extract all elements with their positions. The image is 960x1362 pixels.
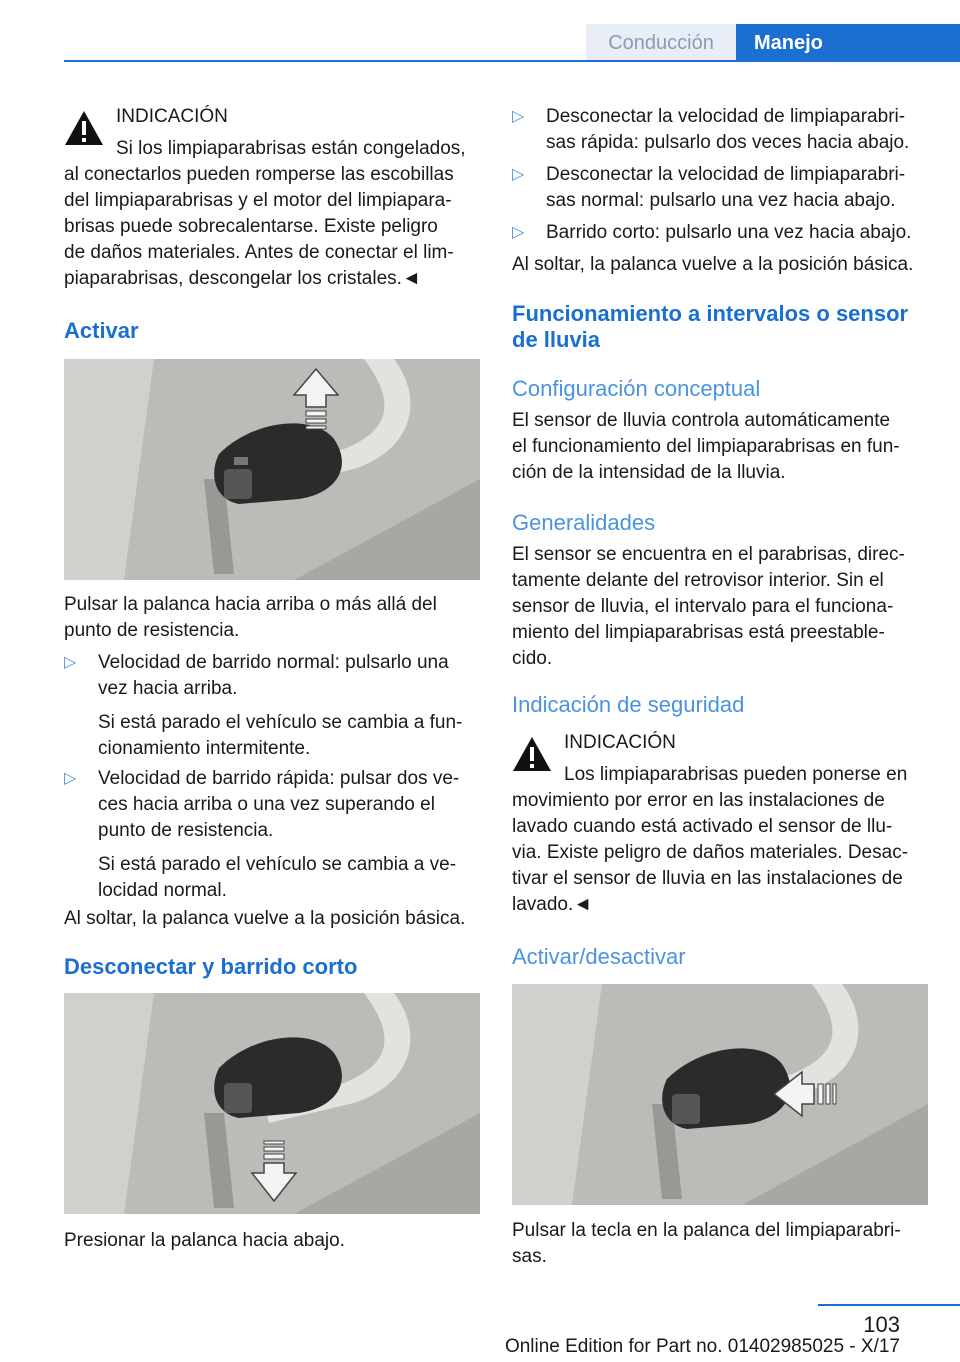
release-text: Al soltar, la palanca vuelve a la posición básica.: [512, 254, 914, 275]
warning-triangle-icon: [512, 736, 552, 772]
list-item-line: Desconectar la velocidad de limpiaparabri‐: [546, 106, 906, 127]
heading-seguridad: Indicación de seguridad: [512, 692, 745, 717]
list-item-line: vez hacia arriba.: [98, 678, 238, 699]
warning-line: tivar el sensor de lluvia en las instalaciones de: [512, 868, 903, 889]
config-text: El sensor de lluvia controla automáticamente: [512, 410, 891, 431]
header-section-tab: Conducción: [586, 24, 736, 62]
warning-title: INDICACIÓN: [564, 732, 676, 753]
bullet-icon: ▷: [64, 654, 77, 671]
bullet-icon: ▷: [512, 224, 525, 241]
list-item-line: ces hacia arriba o una vez superando el: [98, 794, 435, 815]
footer-rule: [818, 1304, 960, 1306]
list-item-subtext: locidad normal.: [98, 880, 227, 901]
heading-configuracion: Configuración conceptual: [512, 376, 761, 401]
bullet-icon: ▷: [512, 166, 525, 183]
list-item-subtext: cionamiento intermitente.: [98, 738, 311, 759]
lever-up-illustration: [64, 359, 480, 580]
activar-text: punto de resistencia.: [64, 620, 240, 641]
warning-line: al conectarlos pueden romperse las escobillas: [64, 164, 454, 185]
list-item-line: punto de resistencia.: [98, 820, 274, 841]
list-item: [64, 766, 480, 846]
list-item-line: sas rápida: pulsarlo dos veces hacia abajo.: [546, 132, 910, 153]
bullet-icon: ▷: [64, 770, 77, 787]
list-item-line: Desconectar la velocidad de limpiaparabri‐: [546, 164, 906, 185]
general-text: cido.: [512, 648, 553, 669]
general-text: tamente delante del retrovisor interior. Sin el: [512, 570, 884, 591]
act-des-text: sas.: [512, 1246, 547, 1267]
figure-lever-down: [64, 993, 480, 1214]
heading-generalidades: Generalidades: [512, 510, 656, 535]
general-text: El sensor se encuentra en el parabrisas, direc‐: [512, 544, 905, 565]
heading-activar: Activar: [64, 318, 139, 343]
heading-desconectar: Desconectar y barrido corto: [64, 954, 358, 979]
config-text: ción de la intensidad de la lluvia.: [512, 462, 786, 483]
figure-lever-button: [512, 984, 928, 1205]
config-text: el funcionamiento del limpiaparabrisas en fun‐: [512, 436, 900, 457]
desconectar-text: Presionar la palanca hacia abajo.: [64, 1230, 345, 1251]
warning-line: de daños materiales. Antes de conectar el lim‐: [64, 242, 454, 263]
page-number: 103: [863, 1312, 900, 1337]
header-chapter-tab: Manejo: [736, 24, 960, 62]
edition-note: Online Edition for Part no. 01402985025 - X/17: [504, 1336, 900, 1357]
list-item-subtext: Si está parado el vehículo se cambia a ve‐: [98, 854, 457, 875]
list-item: [64, 650, 480, 710]
heading-funcionamiento: de lluvia: [512, 327, 601, 352]
header-rule: [64, 60, 960, 62]
warning-line: piaparabrisas, descongelar los cristales.◄: [64, 268, 421, 289]
list-item-subtext: Si está parado el vehículo se cambia a fun‐: [98, 712, 463, 733]
warning-line: lavado cuando está activado el sensor de llu‐: [512, 816, 893, 837]
act-des-text: Pulsar la tecla en la palanca del limpiaparabri‐: [512, 1220, 901, 1241]
warning-line: del limpiaparabrisas y el motor del limpiapara‐: [64, 190, 452, 211]
list-item-line: Barrido corto: pulsarlo una vez hacia abajo.: [546, 222, 912, 243]
lever-down-illustration: [64, 993, 480, 1214]
general-text: miento del limpiaparabrisas está preestable‐: [512, 622, 885, 643]
warning-line: Los limpiaparabrisas pueden ponerse en: [564, 764, 908, 785]
warning-line: Si los limpiaparabrisas están congelados,: [116, 138, 466, 159]
bullet-icon: ▷: [512, 108, 525, 125]
figure-lever-up: [64, 359, 480, 580]
warning-line: brisas puede sobrecalentarse. Existe peligro: [64, 216, 438, 237]
list-item: [512, 220, 928, 250]
heading-activar-desactivar: Activar/desactivar: [512, 944, 686, 969]
warning-title: INDICACIÓN: [116, 106, 228, 127]
release-text: Al soltar, la palanca vuelve a la posición básica.: [64, 908, 466, 929]
list-item-line: Velocidad de barrido rápida: pulsar dos ve‐: [98, 768, 460, 789]
warning-triangle-icon: [64, 110, 104, 146]
activar-text: Pulsar la palanca hacia arriba o más allá del: [64, 594, 437, 615]
list-item: [512, 162, 928, 218]
list-item-line: sas normal: pulsarlo una vez hacia abajo.: [546, 190, 896, 211]
warning-line: lavado.◄: [512, 894, 593, 915]
lever-button-illustration: [512, 984, 928, 1205]
heading-funcionamiento: Funcionamiento a intervalos o sensor: [512, 301, 909, 326]
list-item-line: Velocidad de barrido normal: pulsarlo una: [98, 652, 449, 673]
general-text: sensor de lluvia, el intervalo para el funciona‐: [512, 596, 894, 617]
list-item: [512, 104, 928, 160]
warning-line: movimiento por error en las instalaciones de: [512, 790, 885, 811]
warning-line: via. Existe peligro de daños materiales. Desac‐: [512, 842, 909, 863]
